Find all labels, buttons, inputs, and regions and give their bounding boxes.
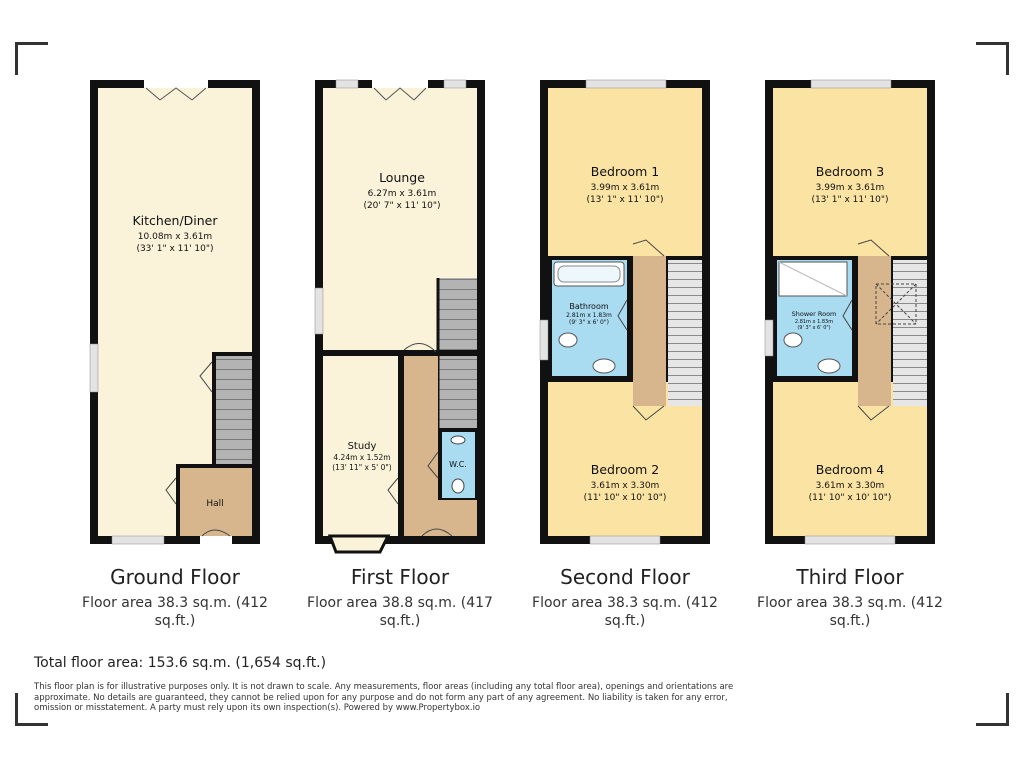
bedroom-3-window bbox=[811, 80, 891, 88]
third-floor-area: Floor area 38.3 sq.m. (412 sq.ft.) bbox=[757, 595, 943, 629]
wc-basin-icon bbox=[451, 436, 465, 444]
room-dim-kitchen-diner-ft: (33' 1" x 11' 10") bbox=[136, 244, 214, 254]
room-label-kitchen-diner: Kitchen/Diner bbox=[132, 213, 218, 228]
second-floor-plan bbox=[540, 80, 710, 544]
room-dim-bedroom-4-ft: (11' 10" x 10' 10") bbox=[808, 493, 892, 503]
bathroom-basin-icon bbox=[593, 359, 615, 373]
room-dim-bedroom-1-m: 3.99m x 3.61m bbox=[590, 183, 660, 193]
bedroom-1-window bbox=[586, 80, 666, 88]
room-label-study: Study bbox=[347, 441, 377, 452]
third-floor-stairs bbox=[893, 260, 927, 406]
third-floor-title: Third Floor bbox=[796, 565, 904, 589]
room-dim-bedroom-3-ft: (13' 1" x 11' 10") bbox=[811, 195, 889, 205]
second-floor-area: Floor area 38.3 sq.m. (412 sq.ft.) bbox=[532, 595, 718, 629]
room-dim-bedroom-3-m: 3.99m x 3.61m bbox=[815, 183, 885, 193]
ground-floor-stairs bbox=[216, 356, 252, 464]
room-label-shower-room: Shower Room bbox=[791, 310, 837, 318]
room-label-bedroom-3: Bedroom 3 bbox=[815, 164, 885, 179]
shower-room-toilet-icon bbox=[784, 333, 802, 347]
room-label-bedroom-2: Bedroom 2 bbox=[590, 462, 660, 477]
shower-room-window bbox=[765, 320, 773, 356]
room-dim-shower-room-ft: (9' 3" x 6' 0") bbox=[797, 325, 831, 331]
kitchen-front-window bbox=[112, 536, 164, 544]
room-label-lounge: Lounge bbox=[379, 170, 425, 185]
second-floor-title: Second Floor bbox=[560, 565, 690, 589]
front-door-opening bbox=[200, 536, 232, 544]
first-floor-plan bbox=[315, 80, 485, 552]
room-dim-study-m: 4.24m x 1.52m bbox=[333, 453, 391, 462]
room-dim-bedroom-4-m: 3.61m x 3.30m bbox=[815, 481, 885, 491]
room-dim-bathroom-ft: (9' 3" x 6' 0") bbox=[569, 319, 609, 326]
room-label-hall: Hall bbox=[206, 499, 224, 509]
room-label-bedroom-4: Bedroom 4 bbox=[815, 462, 885, 477]
room-label-wc: W.C. bbox=[449, 460, 467, 469]
ground-floor-area: Floor area 38.3 sq.m. (412 sq.ft.) bbox=[82, 595, 268, 629]
ground-floor-title: Ground Floor bbox=[110, 565, 240, 589]
wc-toilet-icon bbox=[452, 479, 464, 493]
room-label-bedroom-1: Bedroom 1 bbox=[590, 164, 660, 179]
room-dim-bedroom-2-ft: (11' 10" x 10' 10") bbox=[583, 493, 667, 503]
third-floor-landing bbox=[858, 256, 891, 406]
bathroom-window bbox=[540, 320, 548, 360]
bedroom-4-window bbox=[805, 536, 895, 544]
first-floor-area: Floor area 38.8 sq.m. (417 sq.ft.) bbox=[307, 595, 493, 629]
bedroom-2-window bbox=[590, 536, 660, 544]
bathroom-toilet-icon bbox=[559, 333, 577, 347]
kitchen-side-window bbox=[90, 344, 98, 392]
room-dim-shower-room-m: 2.81m x 1.83m bbox=[794, 319, 834, 325]
ground-patio-door bbox=[144, 80, 208, 88]
total-floor-area: Total floor area: 153.6 sq.m. (1,654 sq.ft.) bbox=[34, 655, 327, 671]
disclaimer-text: This floor plan is for illustrative purposes only. It is not drawn to scale. Any measurements, floor areas (including any total floor area), openings and orientations are approximate. No details are guaranteed, they cannot be relied upon for any purpose and do not form any part of any agreement. No liability is taken for any error, omission or misstatement. A party must rely upon its own inspection(s). Powered by www.Propertybox.io bbox=[34, 682, 734, 713]
second-floor-landing bbox=[633, 256, 666, 406]
room-dim-study-ft: (13' 11" x 5' 0") bbox=[332, 463, 392, 472]
room-dim-bedroom-2-m: 3.61m x 3.30m bbox=[590, 481, 660, 491]
room-dim-lounge-m: 6.27m x 3.61m bbox=[367, 189, 437, 199]
room-label-bathroom: Bathroom bbox=[569, 302, 609, 311]
ground-floor-plan bbox=[90, 80, 260, 544]
room-dim-kitchen-diner-m: 10.08m x 3.61m bbox=[137, 232, 213, 242]
lounge-balcony-door bbox=[372, 80, 428, 88]
study-bay-window bbox=[330, 536, 388, 552]
room-dim-lounge-ft: (20' 7" x 11' 10") bbox=[363, 201, 441, 211]
room-dim-bathroom-m: 2.81m x 1.83m bbox=[566, 312, 612, 319]
first-floor-title: First Floor bbox=[350, 565, 450, 589]
second-floor-stairs bbox=[668, 260, 702, 406]
third-floor-plan bbox=[765, 80, 935, 544]
lounge-side-window bbox=[315, 288, 323, 334]
room-dim-bedroom-1-ft: (13' 1" x 11' 10") bbox=[586, 195, 664, 205]
shower-room-basin-icon bbox=[818, 359, 840, 373]
